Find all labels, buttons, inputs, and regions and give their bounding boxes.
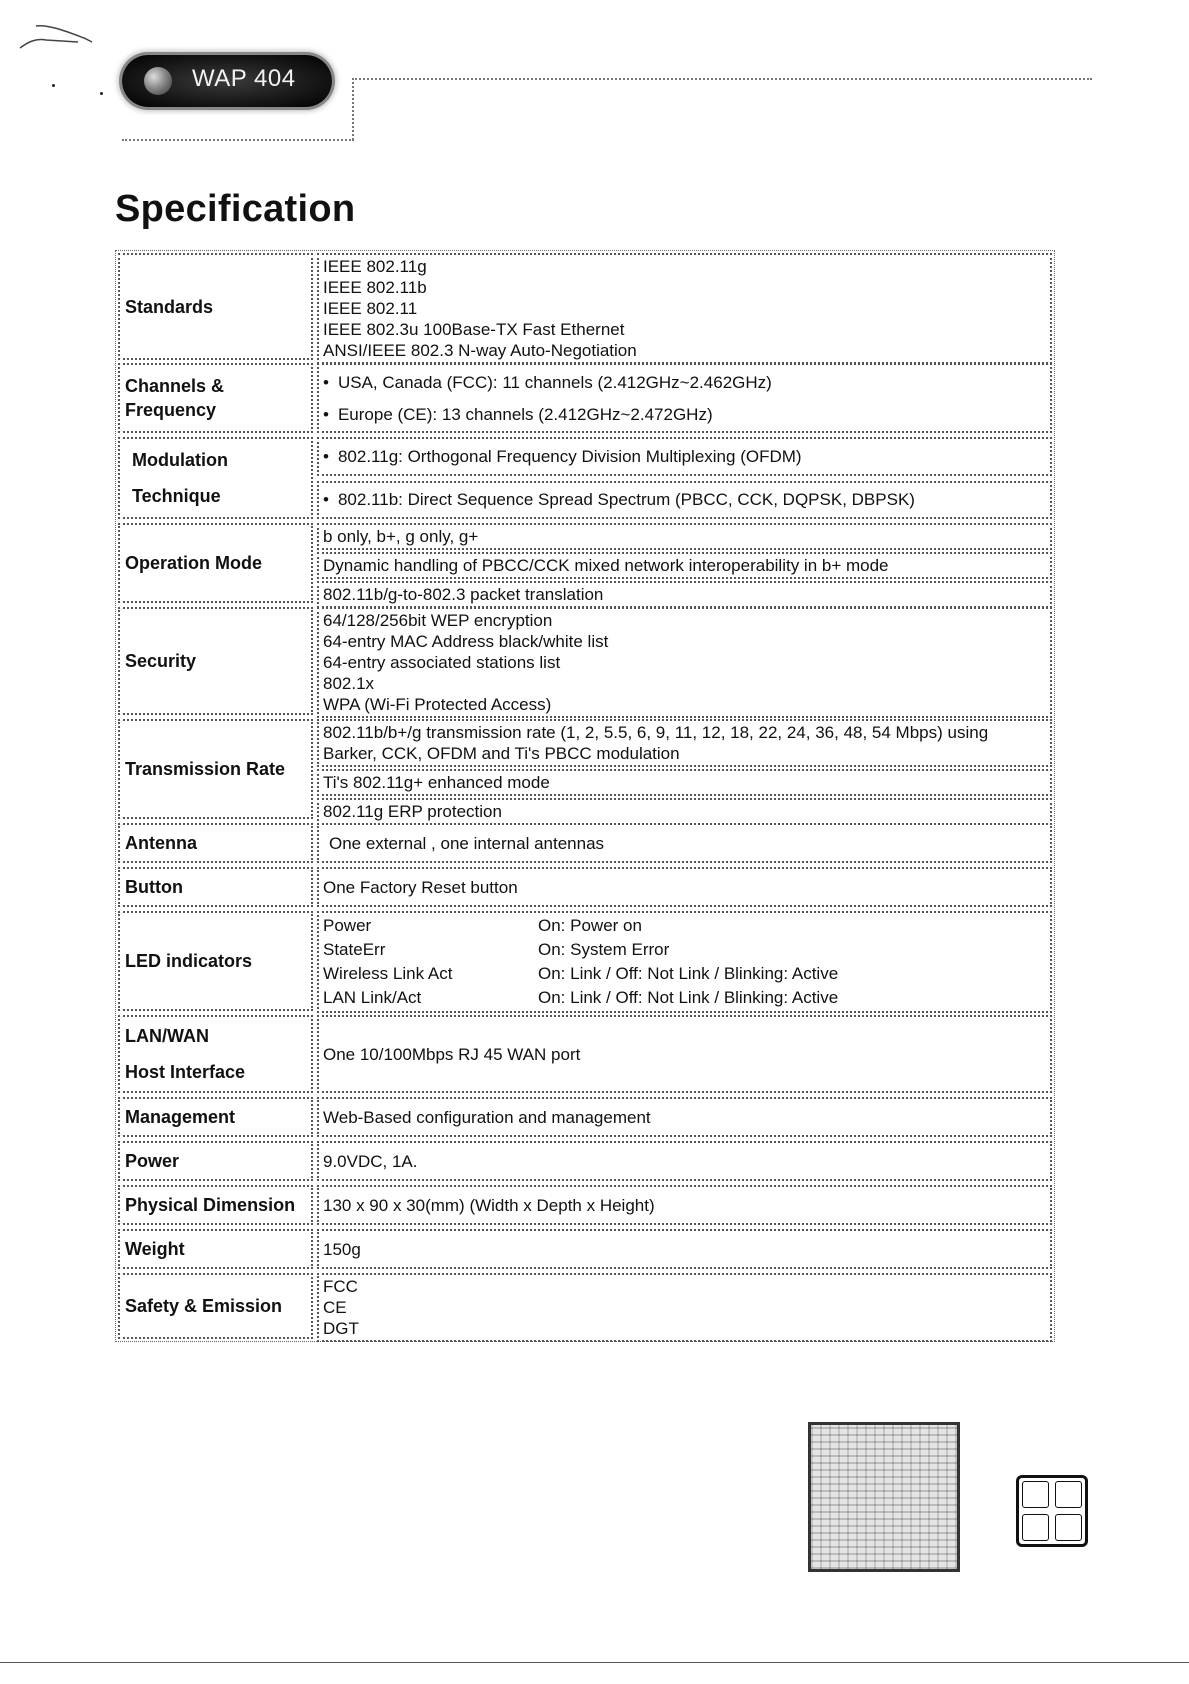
spec-line: 802.11g ERP protection	[323, 802, 502, 821]
spec-line: IEEE 802.11b	[323, 278, 427, 297]
spec-row-management	[118, 1097, 1052, 1137]
spec-line: DGT	[323, 1319, 359, 1338]
header-divider	[352, 78, 1092, 80]
spec-value	[317, 607, 1052, 718]
led-state: On: Link / Off: Not Link / Blinking: Active	[538, 964, 839, 983]
spec-line: 64-entry associated stations list	[323, 653, 561, 672]
spec-value: 130 x 90 x 30(mm) (Width x Depth x Height)	[317, 1185, 1052, 1225]
spec-line: 802.11b/b+/g transmission rate (1, 2, 5.5, 6, 9, 11, 12, 18, 22, 24, 36, 48, 54 Mbps) using Barker, CCK, OFDM and Ti's PBCC modulation	[323, 723, 989, 763]
spec-line: • 802.11b: Direct Sequence Spread Spectrum (PBCC, CCK, DQPSK, DBPSK)	[323, 489, 1046, 510]
spec-label: Transmission Rate	[118, 719, 313, 819]
spec-line: IEEE 802.11g	[323, 257, 427, 276]
spec-row-weight	[118, 1229, 1052, 1269]
header-divider	[122, 139, 354, 141]
spec-row-antenna	[118, 823, 1052, 863]
spec-line: Dynamic handling of PBCC/CCK mixed network interoperability in b+ mode	[323, 556, 889, 575]
spec-line: • 802.11g: Orthogonal Frequency Division Multiplexing (OFDM)	[323, 446, 1046, 467]
spec-line: FCC	[323, 1277, 358, 1296]
spec-row-safety	[118, 1273, 1052, 1339]
spec-row-lanwan	[118, 1015, 1052, 1093]
spec-row-security	[118, 607, 1052, 715]
spec-value	[317, 437, 1052, 476]
pen-scribble-icon	[18, 18, 98, 58]
spec-label: Security	[118, 607, 313, 715]
spec-value: 9.0VDC, 1A.	[317, 1141, 1052, 1181]
spec-line: 802.1x	[323, 674, 375, 693]
spec-label: Operation Mode	[118, 523, 313, 603]
spec-row-button	[118, 867, 1052, 907]
spec-value	[317, 253, 1052, 364]
led-item	[323, 938, 1046, 962]
led-name: StateErr	[323, 940, 386, 959]
brand-badge	[122, 55, 332, 107]
spec-value	[317, 481, 1052, 520]
seal-stamp-icon	[808, 1422, 960, 1572]
spec-line: IEEE 802.11	[323, 299, 418, 318]
spec-value	[317, 1273, 1052, 1342]
spec-label: Standards	[118, 253, 313, 360]
spec-line: Ti's 802.11g+ enhanced mode	[323, 773, 550, 792]
seal-glyph	[1055, 1481, 1082, 1508]
spec-line: CE	[323, 1298, 347, 1317]
spec-label: Button	[118, 867, 313, 907]
led-name: Wireless Link Act	[323, 964, 453, 983]
spec-value: 150g	[317, 1229, 1052, 1269]
spec-value	[317, 911, 1052, 1013]
spec-row-modulation	[118, 437, 1052, 519]
spec-value	[317, 719, 1052, 767]
brand-label: WAP 404	[192, 65, 296, 92]
page-title: Specification	[115, 188, 356, 230]
spec-value	[317, 581, 1052, 608]
spec-value: Web-Based configuration and management	[317, 1097, 1052, 1137]
spec-value: One 10/100Mbps RJ 45 WAN port	[317, 1015, 1052, 1093]
spec-label: Management	[118, 1097, 313, 1137]
spec-line: 802.11b/g-to-802.3 packet translation	[323, 585, 604, 604]
seal-glyph	[1055, 1514, 1082, 1541]
spec-line: 64-entry MAC Address black/white list	[323, 632, 609, 651]
led-item	[323, 986, 1046, 1010]
speck-mark	[100, 92, 103, 95]
spec-label: LAN/WAN Host Interface	[118, 1015, 313, 1093]
spec-line: IEEE 802.3u 100Base-TX Fast Ethernet	[323, 320, 625, 339]
page-bottom-rule	[0, 1662, 1189, 1663]
spec-label: Safety & Emission	[118, 1273, 313, 1339]
spec-row-standards	[118, 253, 1052, 360]
spec-value	[317, 523, 1052, 550]
spec-row-power	[118, 1141, 1052, 1181]
header-divider	[352, 78, 354, 140]
led-state: On: Power on	[538, 916, 642, 935]
spec-value	[317, 769, 1052, 796]
seal-glyph	[1022, 1481, 1049, 1508]
spec-row-operation	[118, 523, 1052, 603]
spec-value	[317, 798, 1052, 825]
spec-label: Antenna	[118, 823, 313, 863]
spec-label: LED indicators	[118, 911, 313, 1011]
spec-row-led	[118, 911, 1052, 1011]
spec-label: Weight	[118, 1229, 313, 1269]
spec-line: ANSI/IEEE 802.3 N-way Auto-Negotiation	[323, 341, 637, 360]
led-item	[323, 962, 1046, 986]
spec-value: One Factory Reset button	[317, 867, 1052, 907]
spec-value	[317, 363, 1052, 433]
led-name: Power	[323, 916, 372, 935]
spec-value	[317, 552, 1052, 579]
spec-line: 64/128/256bit WEP encryption	[323, 611, 553, 630]
spec-line: b only, b+, g only, g+	[323, 527, 479, 546]
spec-line: • Europe (CE): 13 channels (2.412GHz~2.472GHz)	[323, 404, 1046, 425]
spec-label: Modulation Technique	[118, 437, 313, 519]
globe-icon	[144, 67, 172, 95]
spec-label: Physical Dimension	[118, 1185, 313, 1225]
led-item	[323, 914, 1046, 938]
spec-table	[115, 250, 1055, 1342]
led-state: On: System Error	[538, 940, 670, 959]
spec-row-channels	[118, 363, 1052, 433]
seal-glyph	[1022, 1514, 1049, 1541]
spec-value: One external , one internal antennas	[317, 823, 1052, 863]
spec-row-dimension	[118, 1185, 1052, 1225]
spec-line: • USA, Canada (FCC): 11 channels (2.412GHz~2.462GHz)	[323, 372, 1046, 393]
led-state: On: Link / Off: Not Link / Blinking: Active	[538, 988, 839, 1007]
spec-row-transmission	[118, 719, 1052, 819]
spec-label: Channels & Frequency	[118, 363, 313, 433]
spec-line: WPA (Wi-Fi Protected Access)	[323, 695, 552, 714]
led-name: LAN Link/Act	[323, 988, 422, 1007]
spec-label: Power	[118, 1141, 313, 1181]
name-seal-icon	[1016, 1475, 1088, 1547]
speck-mark	[52, 84, 55, 87]
